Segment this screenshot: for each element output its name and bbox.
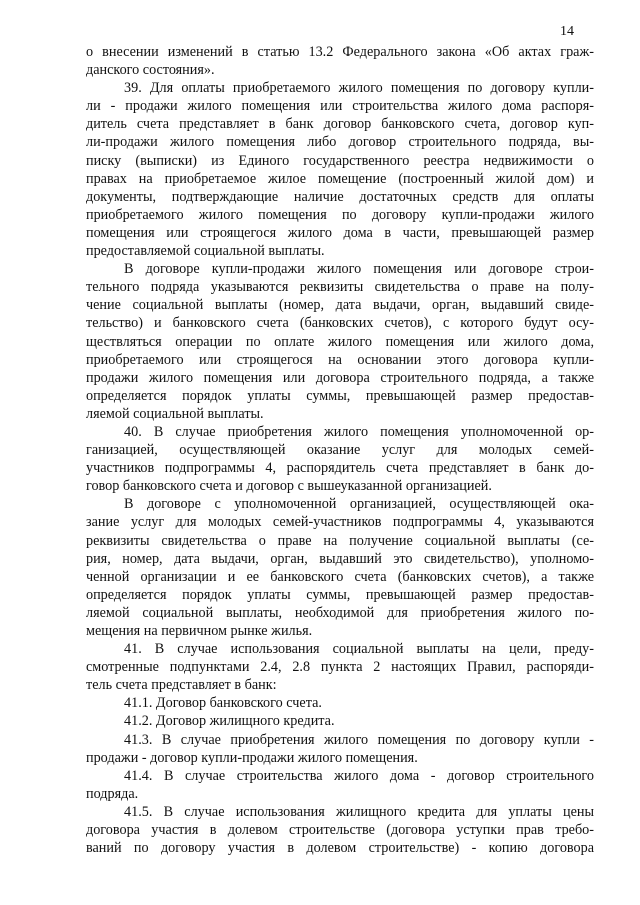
text-line: продажи - договор купли-продажи жилого помещения. [86, 749, 418, 766]
text-line: В договоре купли-продажи жилого помещения или договоре строи- [124, 261, 594, 278]
text-line: зание услуг для молодых семей-участников подпрограммы 4, указываются [86, 514, 594, 531]
text-line: писку (выписки) из Единого государственного реестра недвижимости о [86, 152, 594, 169]
text-line: приобретаемого жилого помещения по договору купли-продажи жилого [86, 206, 594, 223]
text-line: 41.4. В случае строительства жилого дома - договор строительного [124, 767, 594, 784]
text-line: ченной организации и ее банковского счета (банковских счетов), а также [86, 568, 594, 585]
text-line: 41.2. Договор жилищного кредита. [124, 713, 335, 730]
document-body [86, 43, 594, 857]
text-line: приобретаемого или строящегося на основании этого договора купли- [86, 351, 594, 368]
text-line: ли-продажи жилого помещения либо договор строительного подряда, вы- [86, 134, 594, 151]
text-line: продажи жилого помещения или договора строительного подряда, а также [86, 369, 594, 386]
text-line: определяется порядок уплаты суммы, превышающей размер предостав- [86, 387, 594, 404]
text-line: реквизиты свидетельства о праве на получение социальной выплаты (се- [86, 532, 594, 549]
text-line: 39. Для оплаты приобретаемого жилого помещения по договору купли- [124, 80, 594, 97]
text-line: мещения на первичном рынке жилья. [86, 623, 313, 639]
text-line: договора участия в долевом строительстве (договора уступки прав требо- [86, 822, 594, 839]
text-line: ляемой социальной выплаты. [86, 405, 264, 422]
text-line: рия, номер, дата выдачи, орган, выдавший это свидетельство), уполномо- [86, 550, 594, 567]
text-line: чение социальной выплаты (номер, дата выдачи, орган, выдавший свиде- [86, 297, 594, 314]
text-line: 41.1. Договор банковского счета. [124, 695, 322, 712]
text-line: тель счета представляет в банк: [86, 677, 277, 694]
text-line: помещения или строящегося жилого дома в части, превышающей размер [86, 224, 594, 241]
text-line: правах на приобретаемое жилое помещение (построенный жилой дом) и [86, 170, 594, 187]
text-line: подряда. [86, 785, 139, 802]
text-line: о внесении изменений в статью 13.2 Федерального закона «Об актах граж- [86, 44, 594, 60]
text-line: тельного подряда указываются реквизиты свидетельства о праве на полу- [86, 279, 594, 296]
text-line: документы, подтверждающие наличие достаточных средств для оплаты [86, 188, 594, 205]
text-line: дитель счета представляет в банк договор банковского счета, договор куп- [86, 116, 594, 133]
text-line: 41.5. В случае использования жилищного кредита для уплаты цены [124, 803, 594, 820]
text-line: 41. В случае использования социальной выплаты на цели, преду- [124, 641, 594, 658]
text-line: участников подпрограммы 4, распорядитель счета представляет в банк до- [86, 460, 594, 477]
text-line: тельство) и банковского счета (банковских счетов), с которого будут осу- [86, 315, 594, 332]
text-line: ваний по договору участия в долевом строительстве) - копию договора [86, 840, 594, 857]
text-line: ли - продажи жилого помещения или строительства жилого дома распоря- [86, 98, 594, 115]
page-number: 14 [560, 24, 574, 39]
text-line: 40. В случае приобретения жилого помещения уполномоченной ор- [124, 423, 594, 440]
text-line: В договоре с уполномоченной организацией, осуществляющей ока- [124, 496, 594, 513]
text-line: определяется порядок уплаты суммы, превышающей размер предостав- [86, 586, 594, 603]
text-line: 41.3. В случае приобретения жилого помещения по договору купли - [124, 731, 594, 748]
text-line: говор банковского счета и договор с вышеуказанной организацией. [86, 478, 492, 495]
text-line: ляемой социальной выплаты, необходимой для приобретения жилого по- [86, 604, 594, 621]
text-line: ществляться операции по оплате жилого помещения или жилого дома, [86, 333, 594, 350]
text-line: ганизацией, осуществляющей оказание услуг для молодых семей- [86, 442, 594, 459]
text-line: смотренные подпунктами 2.4, 2.8 пункта 2 настоящих Правил, распоряди- [86, 659, 594, 676]
text-line: предоставляемой социальной выплаты. [86, 243, 325, 260]
text-line: данского состояния». [86, 62, 215, 79]
